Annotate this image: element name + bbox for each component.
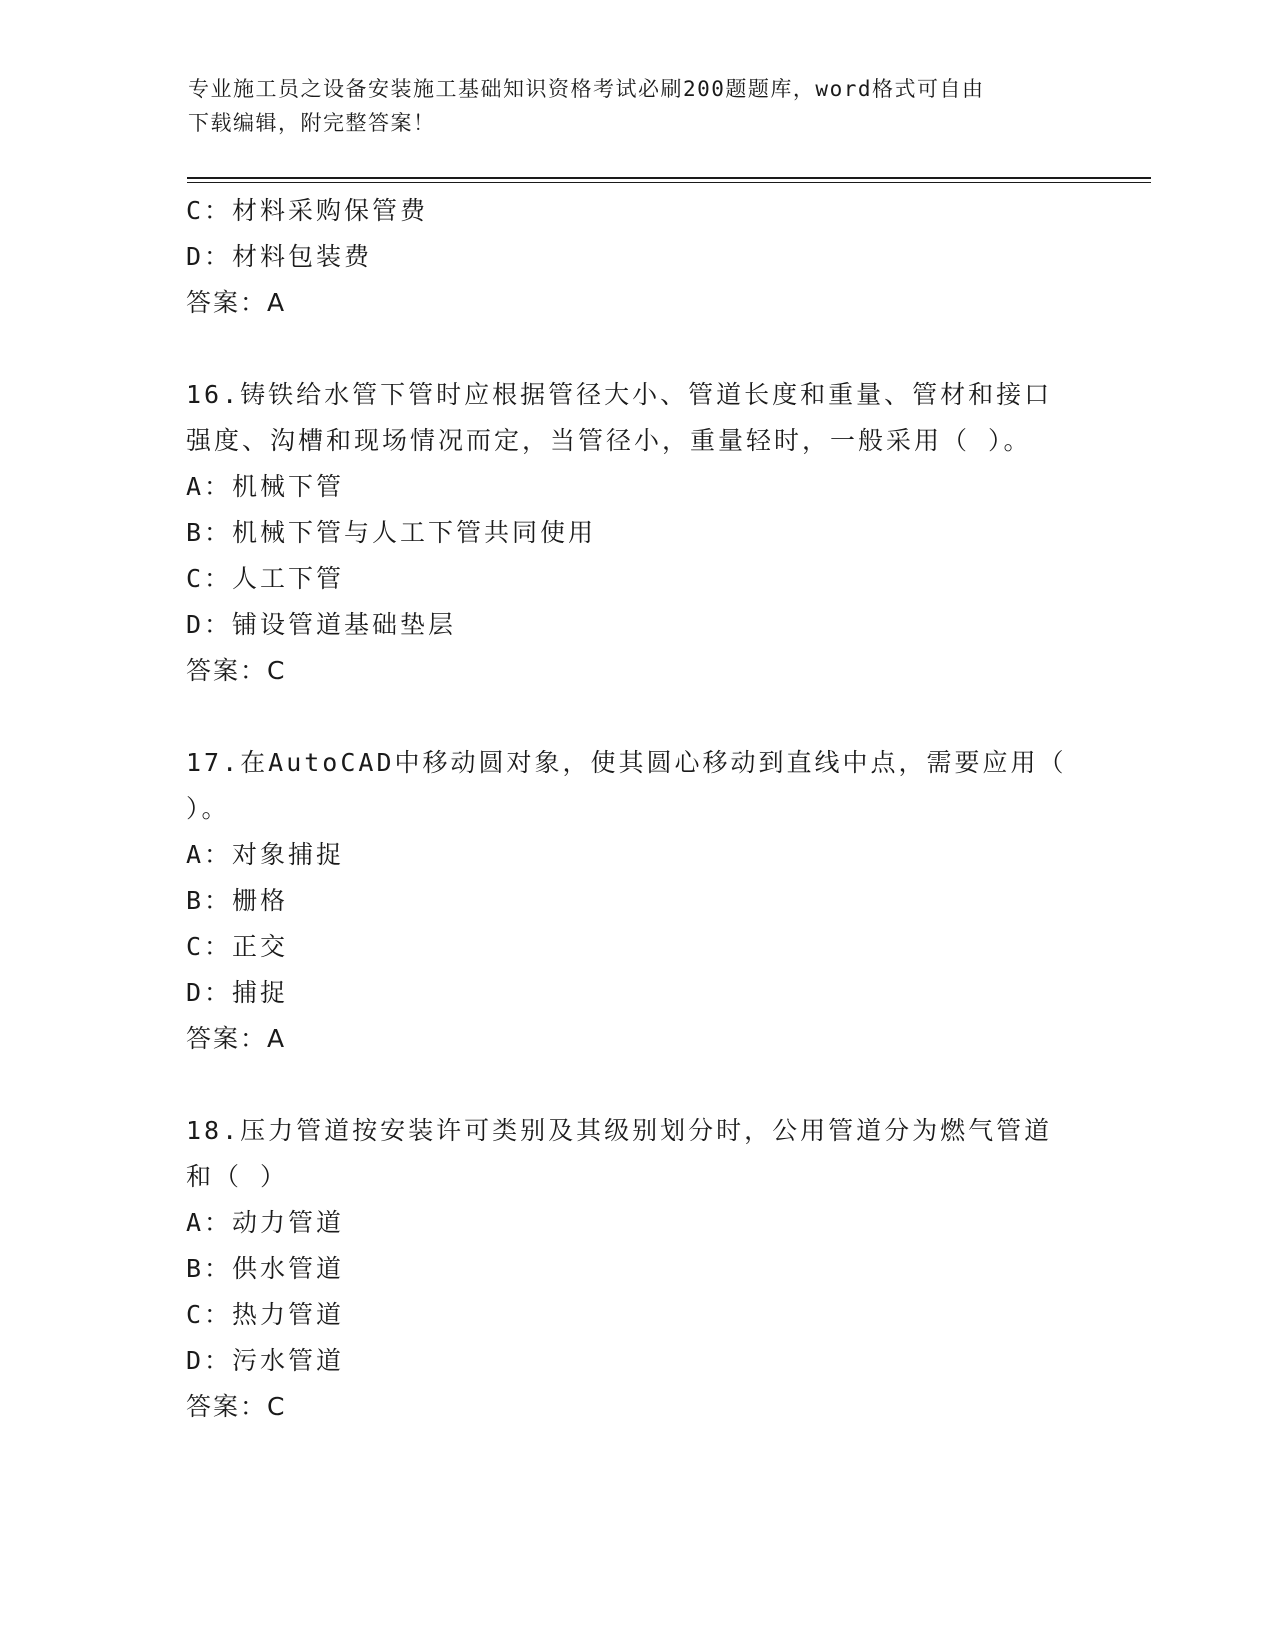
answer-line: 答案：C	[186, 656, 287, 685]
question-text-line: ）。	[186, 794, 230, 823]
option-b: B：栅格	[186, 886, 289, 915]
answer-line: 答案：A	[186, 1024, 287, 1053]
option-b: B：机械下管与人工下管共同使用	[186, 518, 597, 547]
answer-line: 答案：C	[186, 1392, 287, 1421]
option-a: A：动力管道	[186, 1208, 345, 1237]
header-line-2: 下载编辑，附完整答案！	[188, 111, 436, 135]
option-c: C：人工下管	[186, 564, 345, 593]
question-text-line: 17.在AutoCAD中移动圆对象，使其圆心移动到直线中点，需要应用（	[186, 748, 1067, 777]
question-text-line: 和（ ）	[186, 1162, 289, 1191]
question-16	[186, 372, 1086, 694]
option-a: A：对象捕捉	[186, 840, 345, 869]
question-text-line: 强度、沟槽和现场情况而定，当管径小，重量轻时，一般采用（ ）。	[186, 426, 1032, 455]
question-18	[186, 1108, 1086, 1430]
previous-question-tail	[186, 188, 1086, 326]
option-d: D：捕捉	[186, 978, 289, 1007]
question-text-line: 16.铸铁给水管下管时应根据管径大小、管道长度和重量、管材和接口	[186, 380, 1053, 409]
option-a: A：机械下管	[186, 472, 345, 501]
header-line-1: 专业施工员之设备安装施工基础知识资格考试必刷200题题库，word格式可自由	[188, 77, 985, 101]
header-divider-thick	[187, 177, 1151, 179]
answer-line: 答案：A	[186, 288, 287, 317]
option-b: B：供水管道	[186, 1254, 345, 1283]
question-content	[186, 188, 1086, 1430]
option-c: C：热力管道	[186, 1300, 345, 1329]
option-d: D：污水管道	[186, 1346, 345, 1375]
option-d: D：铺设管道基础垫层	[186, 610, 457, 639]
question-17	[186, 740, 1086, 1062]
question-text-line: 18.压力管道按安装许可类别及其级别划分时，公用管道分为燃气管道	[186, 1116, 1053, 1145]
option-c: C：正交	[186, 932, 289, 961]
option-c: C：材料采购保管费	[186, 196, 429, 225]
option-d: D：材料包装费	[186, 242, 373, 271]
header-divider-thin	[187, 182, 1151, 183]
document-header	[188, 72, 1068, 140]
